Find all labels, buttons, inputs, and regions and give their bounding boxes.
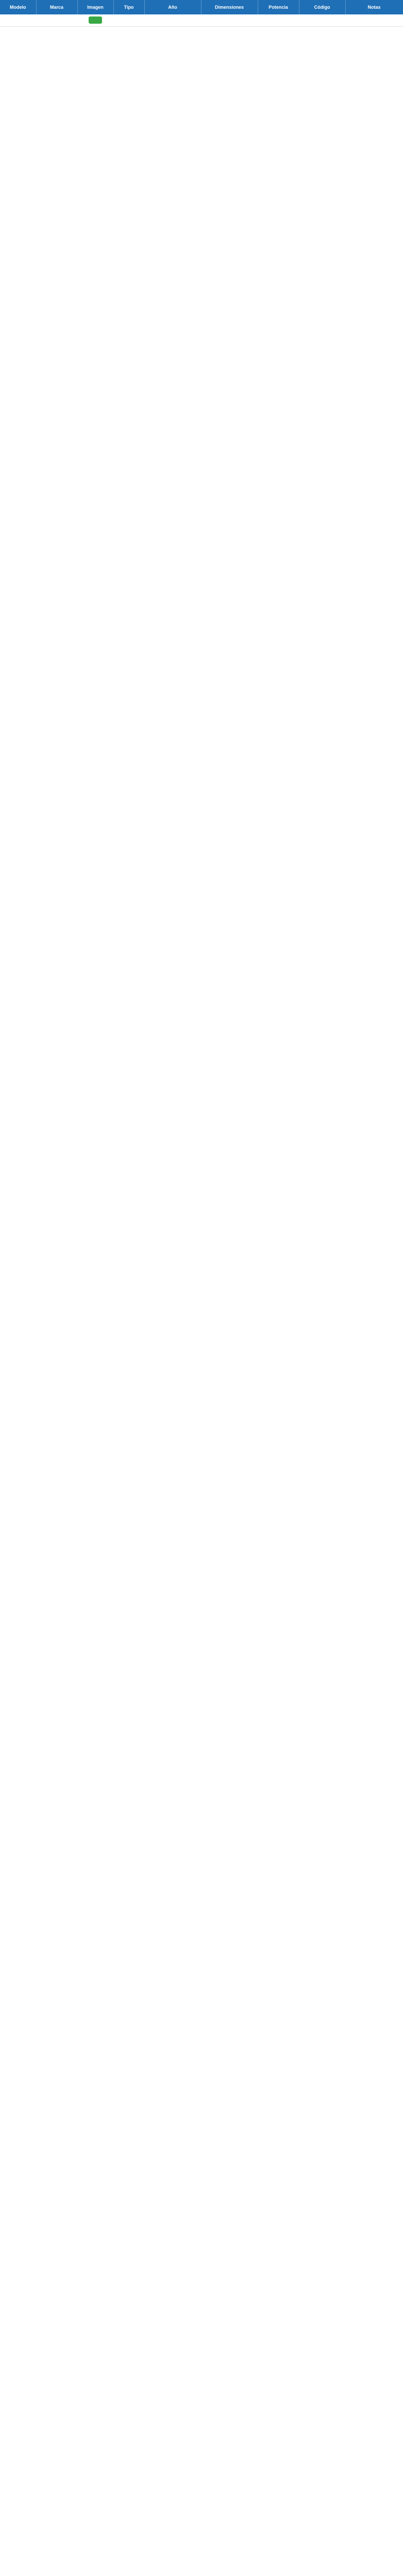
table-cell [201,14,258,27]
table-cell [299,14,345,27]
column-header[interactable]: Imagen [77,0,113,14]
table-header-row [0,0,403,14]
table-cell [345,14,403,27]
table-cell [0,14,36,27]
column-header[interactable]: Año [144,0,201,14]
table-cell [258,14,299,27]
column-header[interactable]: Tipo [113,0,144,14]
product-image-cell [77,14,113,27]
column-header[interactable]: Dimensiones [201,0,258,14]
product-table [0,0,403,27]
column-header[interactable]: Marca [36,0,77,14]
table-row[interactable] [0,14,403,27]
table-cell [113,14,144,27]
product-thumbnail-icon[interactable] [89,16,102,24]
column-header[interactable]: Notas [345,0,403,14]
column-header[interactable]: Modelo [0,0,36,14]
table-cell [36,14,77,27]
table-cell [144,14,201,27]
column-header[interactable]: Potencia [258,0,299,14]
column-header[interactable]: Código [299,0,345,14]
